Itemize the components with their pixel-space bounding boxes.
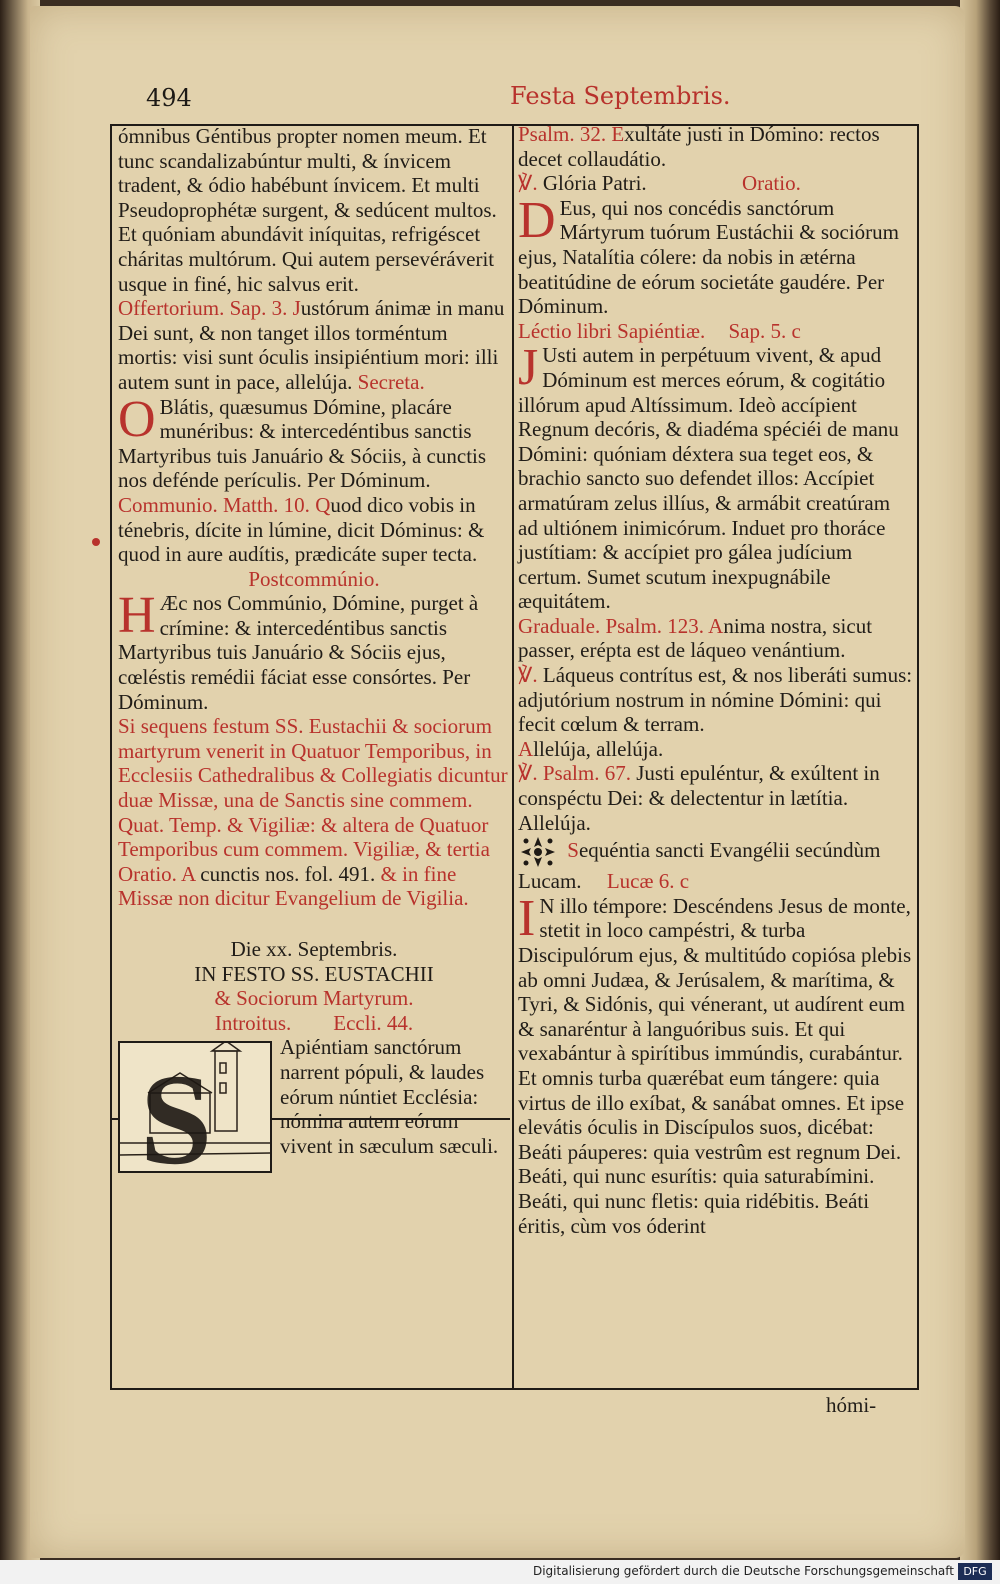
rubric — [118, 714, 510, 911]
psalm-label: Psalm. 32. — [518, 122, 607, 146]
introitus-heading — [118, 1011, 510, 1036]
rubric-end: & in fine Missæ non dicitur Evangelium de Vigilia. — [118, 861, 469, 911]
psalm-text: xultáte justi in Dómino: rectos decet collaudátio. — [518, 122, 880, 171]
communio-text: uod dico vobis in ténebris, dícite in lúmine, dicit Dóminus: & quod in aure audítis, prædicáte super tecta. — [118, 492, 485, 567]
rubric-reference: cunctis nos. fol. 491. — [200, 861, 376, 886]
date-line: Die xx. Septembris. — [230, 937, 398, 961]
postcommunio-label: Postcommúnio. — [248, 566, 380, 591]
margin-mark — [92, 538, 100, 546]
introitus-text: Apiéntiam sanctórum narrent pópuli, & laudes eórum núntiet Ecclésia: nómina autem eórum vivent in sæculum sæculi. — [280, 1035, 499, 1158]
communio — [118, 493, 510, 567]
oratio-initial: D — [518, 191, 556, 249]
versicle-1 — [518, 663, 913, 737]
woodcut-initial-s — [118, 1041, 272, 1173]
funding-credit: Digitalisierung gefördert durch die Deutsche Forschungsgemeinschaft — [532, 1564, 954, 1578]
gospel-text: N illo témpore: Descéndens Jesus de monte, stetit in loco campéstri, & turba Discipulórum ejus, & multitúdo copiósa plebis ab omni Judæa, & Jerúsalem, & marítima, & Tyri, & Sidónis, qui vénerant, ut audírent eum & sanaréntur à languóribus suis. Et qui vexabántur à spirítibus immúndis, curabántur. Et omnis turba quærébat eum tángere: quia virtus de illo exíbat, & sanábat omnes. Et ipse elevátis óculis in Discípulos suos, dicébat: Beáti páuperes: quia vestrûm est regnum Dei. Beáti, qui nunc esurítis: quia saturabímini. Beáti, qui nunc fletis: quia ridébitis. Beáti éritis, cùm vos óderint — [518, 893, 912, 1238]
versicle-symbol: ℣. — [518, 761, 538, 786]
dfg-logo: DFG — [958, 1563, 992, 1580]
running-title: Festa Septembris. — [510, 82, 731, 110]
versicle-2 — [518, 761, 913, 835]
offertorium-initial: J — [292, 296, 301, 321]
psalm-initial: E — [611, 122, 625, 146]
offertorium-text: ustórum ánimæ in manu Dei sunt, & non tanget illos torméntum mortis: visi sunt óculis insipiéntium mori: illi autem sunt in pace, allelúja. — [118, 296, 505, 394]
alleluia — [518, 737, 913, 762]
sequentia — [518, 835, 913, 894]
communio-initial: Q — [315, 492, 331, 517]
sequentia-reference: Lucæ 6. c — [606, 869, 690, 894]
left-column — [118, 124, 510, 1173]
introitus-label: Introitus. — [214, 1010, 292, 1035]
secreta-label: Secreta. — [357, 369, 425, 394]
lectio-reference: Sap. 5. c — [728, 318, 801, 343]
psalm-verse — [518, 122, 913, 171]
gospel-continuation: ómnibus Géntibus propter nomen meum. Et tunc scandalizabúntur multi, & ínvicem tradent, & ódio habébunt ínvicem. Et multi Pseudoprophétæ surgent, & sedúcent multos. Et quóniam abundávit iníquitas, refrigéscet cháritas multórum. Qui autem persevéráverit usque in finé, hic salvus erit. — [118, 124, 497, 296]
page-header — [110, 80, 920, 120]
rubric-text: Si sequens festum SS. Eustachii & sociorum martyrum venerit in Quatuor Temporibus, in Ecclesiis Cathedralibus & Collegiatis dicuntur duæ Missæ, una de Sanctis sine commem. Quat. Temp. & Vigiliæ: & altera de Quatuor Temporibus cum commem. Vigiliæ, & tertia Oratio. A — [118, 714, 508, 886]
gloria-text: Glória Patri. — [542, 171, 647, 196]
oratio — [518, 191, 913, 319]
lectio-label: Léctio libri Sapiéntiæ. — [518, 318, 706, 343]
versicle-2-text: Justi epuléntur, & exúltent in conspéctu Dei: & delectentur in lætítia. Allelúja. — [518, 761, 880, 835]
versicle-2-label: Psalm. 67. — [542, 761, 631, 786]
lectio — [518, 339, 913, 614]
sequentia-initial: S — [567, 838, 579, 863]
fleuron-ornament-icon — [518, 835, 558, 869]
right-column — [518, 122, 913, 1238]
introitus-reference: Eccli. 44. — [333, 1010, 414, 1035]
introitus — [118, 1035, 510, 1172]
gospel-initial: I — [518, 889, 536, 947]
offertorium-label: Offertorium. Sap. 3. — [118, 296, 288, 321]
versicle-symbol: ℣. — [518, 663, 538, 688]
alleluia-initial: A — [518, 736, 534, 761]
versicle-symbol: ℣. — [518, 171, 538, 196]
graduale-initial: A — [708, 613, 724, 638]
footer-bar — [0, 1560, 1000, 1584]
secreta — [118, 390, 510, 493]
secreta-text: Blátis, quæsumus Dómine, placáre munéribus: & intercedéntibus sanctis Martyribus tuis Januário & Sóciis, à cunctis nos defénde perículis. Per Dóminum. — [118, 394, 487, 493]
column-divider — [512, 124, 514, 1390]
feast-subtitle: & Sociorum Martyrum. — [214, 986, 414, 1011]
offertorium — [118, 296, 510, 394]
postcommunio-initial: H — [118, 587, 156, 645]
graduale-label: Graduale. Psalm. 123. — [518, 613, 705, 638]
sequentia-text: equéntia sancti Evangélii secúndùm Lucam. — [518, 838, 881, 894]
secreta-initial: O — [118, 390, 156, 448]
gospel — [518, 889, 913, 1238]
oratio-label: Oratio. — [741, 171, 801, 196]
alleluia-text: llelúja, allelúja. — [533, 736, 664, 761]
svg-text:S: S — [140, 1048, 213, 1172]
postcommunio-text: Æc nos Commúnio, Dómine, purget à crímine: & intercedéntibus sanctis Martyribus tuis Januário & Sóciis ejus, cœléstis remédii fáciat esse consórtes. Per Dóminum. — [118, 591, 479, 714]
feast-title: IN FESTO SS. EUSTACHII — [194, 961, 434, 986]
oratio-text: Eus, qui nos concédis sanctórum Mártyrum tuórum Eustáchii & sociórum ejus, Natalítia cólere: da nobis in ætérna beatitúdine de eórum societáte gaudére. Per Dóminum. — [518, 195, 900, 319]
book-fore-edge — [960, 0, 1000, 1560]
graduale-text: nima nostra, sicut passer, erépta est de láqueo venántium. — [518, 613, 873, 663]
lectio-initial: J — [518, 339, 539, 397]
lectio-text: Usti autem in perpétuum vivent, & apud Dóminum est merces eórum, & cogitátio illórum apud Altíssimum. Ideò accípient Regnum decóris, & diadéma spéciéi de manu Dómini: quóniam déxtera sua teget eos, & brachio sancto suo defendet illos: Accípiet armatúram zelus illíus, & armábit creatúram ad ultiónem inimicórum. Induet pro thoráce justítiam: & accípiet pro gálea judícium certum. Sumet scutum inexpugnábile æquitátem. — [518, 343, 899, 614]
catchword: hómi- — [826, 1393, 877, 1417]
gloria-line — [518, 171, 913, 196]
communio-label: Communio. Matth. 10. — [118, 492, 310, 517]
lectio-heading — [518, 319, 913, 344]
postcommunio — [118, 587, 510, 714]
graduale — [518, 614, 913, 663]
page-number: 494 — [146, 84, 192, 112]
versicle-1-text: Láqueus contrítus est, & nos liberáti sumus: adjutórium nostrum in nómine Dómini: qui fecit cœlum & terram. — [518, 663, 913, 737]
